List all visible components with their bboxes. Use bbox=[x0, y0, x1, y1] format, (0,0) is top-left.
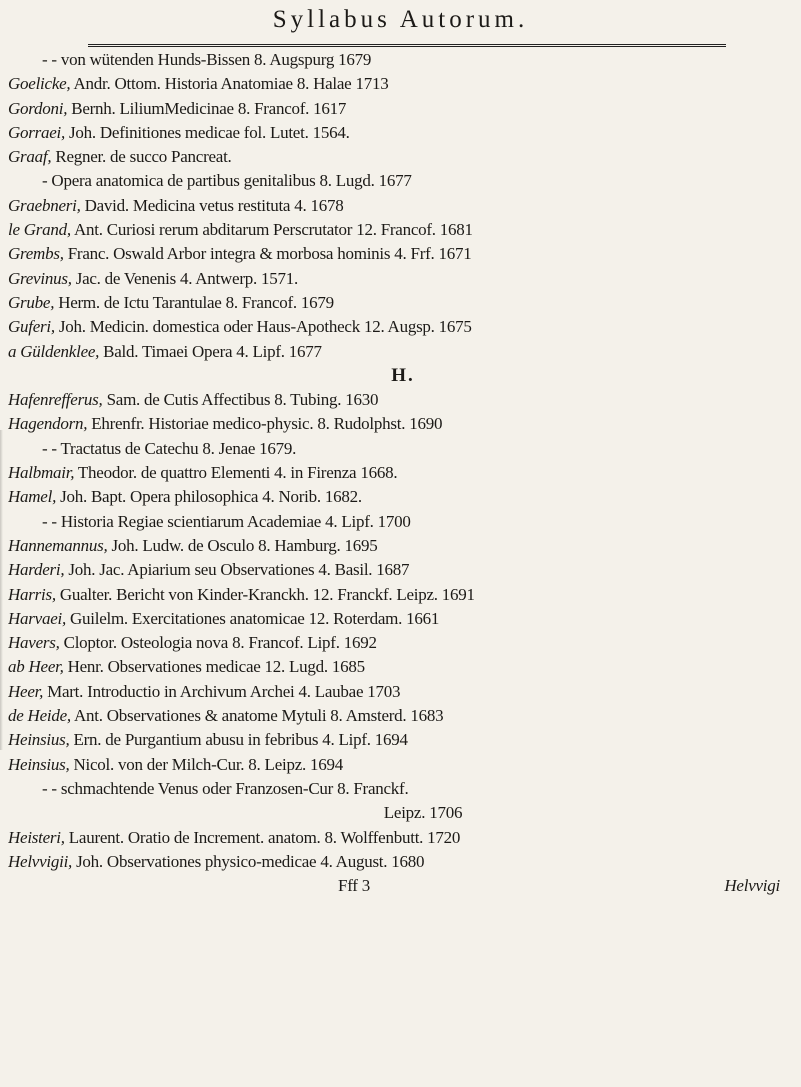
list-item: - - von wütenden Hunds-Bissen 8. Augspurg 1679 bbox=[42, 50, 372, 69]
list-item: - - Historia Regiae scientiarum Academiae 4. Lipf. 1700 bbox=[42, 511, 411, 531]
author-name: Graebneri, bbox=[8, 195, 81, 215]
list-item: Heinsius, Nicol. von der Milch-Cur. 8. Leipz. 1694 bbox=[8, 754, 344, 774]
list-item: - - schmachtende Venus oder Franzosen-Cur 8. Franckf. bbox=[42, 778, 409, 798]
list-item: Hannemannus, Joh. Ludw. de Osculo 8. Hamburg. 1695 bbox=[8, 535, 378, 555]
author-name: Grube, bbox=[8, 292, 55, 312]
author-name: Heer, bbox=[8, 681, 44, 701]
author-name: Hafenrefferus, bbox=[8, 390, 103, 410]
author-name: Havers, bbox=[8, 633, 60, 653]
author-name: Grembs, bbox=[8, 244, 64, 264]
gutter-shadow bbox=[0, 430, 3, 750]
list-item: Gordoni, Bernh. LiliumMedicinae 8. Francof. 1617 bbox=[8, 98, 347, 118]
author-name: de Heide, bbox=[8, 706, 71, 726]
list-item: Hamel, Joh. Bapt. Opera philosophica 4. Norib. 1682. bbox=[8, 487, 362, 507]
bibliography-list bbox=[8, 48, 798, 898]
list-item: ab Heer, Henr. Observationes medicae 12. Lugd. 1685 bbox=[8, 657, 365, 677]
author-name: Harderi, bbox=[8, 560, 65, 580]
author-name: Hamel, bbox=[8, 487, 57, 507]
author-name: a Güldenklee, bbox=[8, 341, 100, 361]
list-item: de Heide, Ant. Observationes & anatome Mytuli 8. Amsterd. 1683 bbox=[8, 706, 444, 726]
list-item: Heisteri, Laurent. Oratio de Increment. anatom. 8. Wolffenbutt. 1720 bbox=[8, 827, 461, 847]
catchword: Helvvigi bbox=[724, 876, 780, 896]
list-item-continuation: Leipz. 1706 bbox=[383, 803, 463, 823]
list-item: Grube, Herm. de Ictu Tarantulae 8. Francof. 1679 bbox=[8, 292, 334, 312]
author-name: Heisteri, bbox=[8, 827, 65, 847]
list-item: a Güldenklee, Bald. Timaei Opera 4. Lipf. 1677 bbox=[8, 341, 322, 361]
list-item: Grembs, Franc. Oswald Arbor integra & morbosa hominis 4. Frf. 1671 bbox=[8, 244, 472, 264]
list-item: Helvvigii, Joh. Observationes physico-medicae 4. August. 1680 bbox=[8, 851, 425, 871]
list-item: Gorraei, Joh. Definitiones medicae fol. Lutet. 1564. bbox=[8, 122, 350, 142]
running-title: Syllabus Autorum. bbox=[272, 6, 529, 33]
author-name: Guferi, bbox=[8, 317, 55, 337]
author-name: Heinsius, bbox=[8, 754, 70, 774]
list-item: Hafenrefferus, Sam. de Cutis Affectibus 8. Tubing. 1630 bbox=[8, 390, 379, 410]
author-name: Harvaei, bbox=[8, 608, 66, 628]
list-item: Havers, Cloptor. Osteologia nova 8. Francof. Lipf. 1692 bbox=[8, 633, 377, 653]
list-item: Heer, Mart. Introductio in Archivum Archei 4. Laubae 1703 bbox=[8, 681, 401, 701]
author-name: Gordoni, bbox=[8, 98, 68, 118]
author-name: Heinsius, bbox=[8, 730, 70, 750]
list-item: Graebneri, David. Medicina vetus restituta 4. 1678 bbox=[8, 195, 344, 215]
list-item: - Opera anatomica de partibus genitalibus 8. Lugd. 1677 bbox=[42, 171, 412, 191]
author-name: Helvvigii, bbox=[8, 851, 73, 871]
list-item: Heinsius, Ern. de Purgantium abusu in febribus 4. Lipf. 1694 bbox=[8, 730, 408, 750]
list-item: Harderi, Joh. Jac. Apiarium seu Observationes 4. Basil. 1687 bbox=[8, 560, 410, 580]
author-name: Halbmair, bbox=[8, 463, 75, 483]
list-item: le Grand, Ant. Curiosi rerum abditarum Perscrutator 12. Francof. 1681 bbox=[8, 220, 473, 240]
list-item: Goelicke, Andr. Ottom. Historia Anatomiae 8. Halae 1713 bbox=[8, 74, 389, 94]
author-name: Grevinus, bbox=[8, 268, 72, 288]
author-name: le Grand, bbox=[8, 220, 71, 240]
list-item: Guferi, Joh. Medicin. domestica oder Haus-Apotheck 12. Augsp. 1675 bbox=[8, 317, 472, 337]
list-item: Halbmair, Theodor. de quattro Elementi 4. in Firenza 1668. bbox=[8, 463, 398, 483]
list-item: Grevinus, Jac. de Venenis 4. Antwerp. 1571. bbox=[8, 268, 299, 288]
list-item: Harvaei, Guilelm. Exercitationes anatomicae 12. Roterdam. 1661 bbox=[8, 608, 440, 628]
list-item: - - Tractatus de Catechu 8. Jenae 1679. bbox=[42, 438, 297, 458]
author-name: ab Heer, bbox=[8, 657, 64, 677]
list-item: Hagendorn, Ehrenfr. Historiae medico-physic. 8. Rudolphst. 1690 bbox=[8, 414, 443, 434]
page-footer bbox=[8, 874, 798, 898]
author-name: Gorraei, bbox=[8, 122, 66, 142]
author-name: Harris, bbox=[8, 584, 56, 604]
author-name: Goelicke, bbox=[8, 74, 71, 94]
list-item: Graaf, Regner. de succo Pancreat. bbox=[8, 147, 232, 167]
author-name: Hannemannus, bbox=[8, 535, 108, 555]
section-letter: H. bbox=[391, 364, 415, 386]
author-name: Graaf, bbox=[8, 147, 52, 167]
signature-mark: Fff 3 bbox=[338, 876, 370, 896]
header-rule bbox=[88, 44, 726, 45]
list-item: Harris, Gualter. Bericht von Kinder-Kranckh. 12. Franckf. Leipz. 1691 bbox=[8, 584, 475, 604]
author-name: Hagendorn, bbox=[8, 414, 88, 434]
header-rule-double bbox=[88, 46, 726, 47]
